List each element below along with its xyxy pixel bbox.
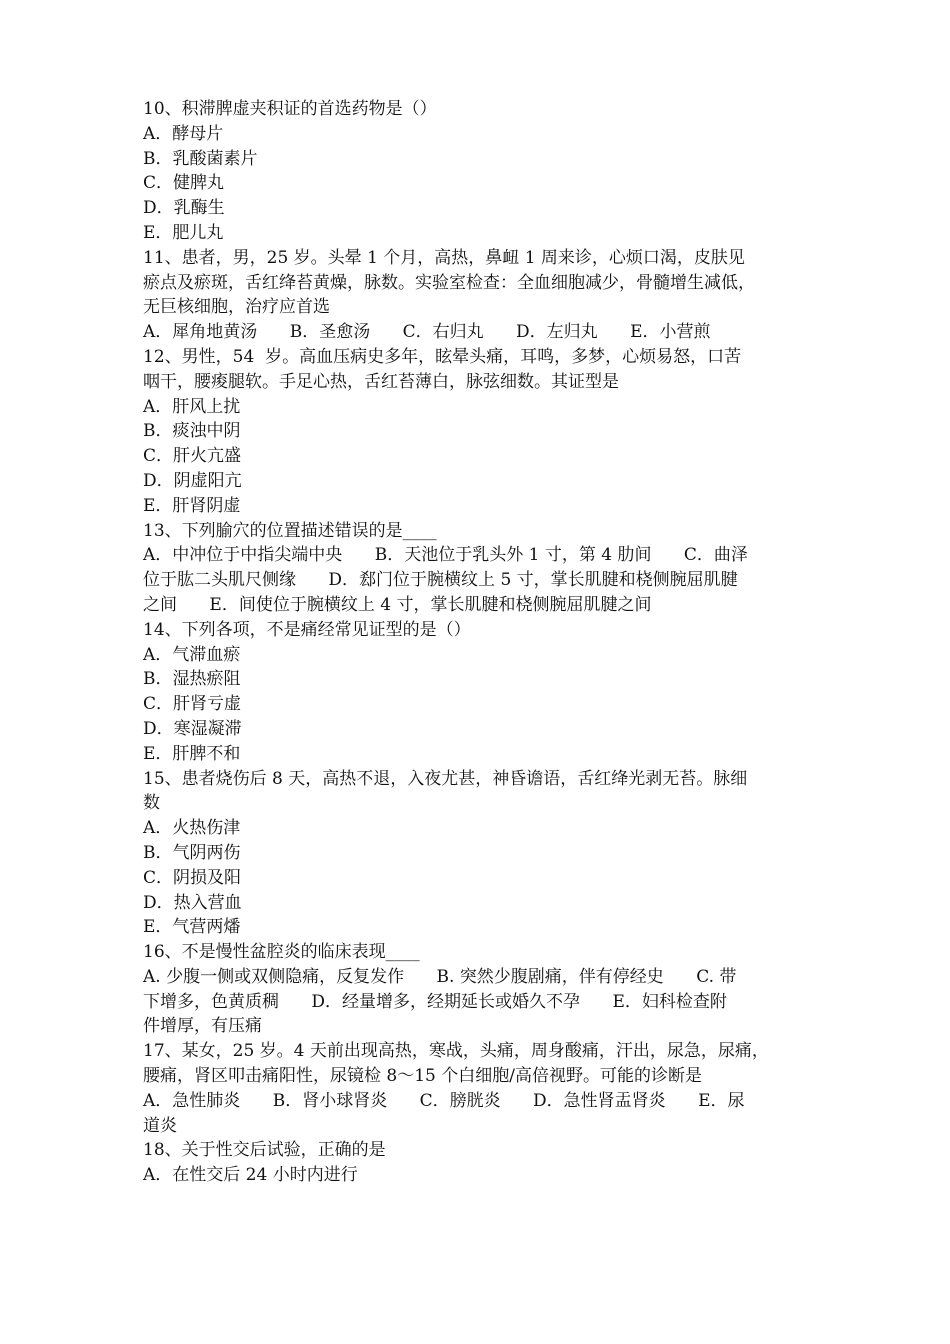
text-line: 之间 E．间使位于腕横纹上 4 寸，掌长肌腱和桡侧腕屈肌腱之间 [143,594,652,615]
text-line: 12、男性，54 岁。高血压病史多年，眩晕头痛，耳鸣，多梦，心烦易怒，口苦 [143,346,742,367]
text-line: 数 [143,793,160,814]
text-line: 位于肱二头肌尺侧缘 D．郄门位于腕横纹上 5 寸，掌长肌腱和桡侧腕屈肌腱 [143,570,738,591]
text-line: A．急性肺炎 B．肾小球肾炎 C．膀胱炎 D．急性肾盂肾炎 E．尿 [143,1090,745,1111]
text-line: D．热入营血 [143,892,242,913]
document-body [143,97,813,1188]
text-line: 14、下列各项，不是痛经常见证型的是（） [143,619,471,640]
text-line: 咽干，腰痠腿软。手足心热，舌红苔薄白，脉弦细数。其证型是 [143,371,619,392]
text-line: A．气滞血瘀 [143,644,241,665]
text-line: C．肝火亢盛 [143,446,242,467]
text-line: 11、患者，男，25 岁。头晕 1 个月，高热，鼻衄 1 周来诊，心烦口渴，皮肤见 [143,247,745,268]
text-line: B．乳酸菌素片 [143,148,258,169]
text-line: A．在性交后 24 小时内进行 [143,1165,358,1186]
text-line: 件增厚，有压痛 [143,1016,262,1037]
text-line: 17、某女，25 岁。4 天前出现高热，寒战，头痛，周身酸痛，汗出，尿急，尿痛， [143,1041,769,1062]
text-line: A．中冲位于中指尖端中央 B．天池位于乳头外 1 寸，第 4 肋间 C．曲泽 [143,545,748,566]
text-line: A．火热伤津 [143,818,241,839]
text-line: D．阴虚阳亢 [143,470,242,491]
text-line: A．肝风上扰 [143,396,241,417]
text-line: B．痰浊中阴 [143,421,241,442]
text-line: E．肝肾阴虚 [143,495,241,516]
text-line: C．健脾丸 [143,173,225,194]
text-line: 15、患者烧伤后 8 天，高热不退，入夜尤甚，神昏谵语，舌红绛光剥无苔。脉细 [143,768,748,789]
text-line: E．气营两燔 [143,917,241,938]
text-line: A．犀角地黄汤 B．圣愈汤 C．右归丸 D．左归丸 E．小营煎 [143,322,711,343]
text-line: 瘀点及瘀斑，舌红绛苔黄燥，脉数。实验室检查：全血细胞减少，骨髓增生减低， [143,272,755,293]
text-line: C．肝肾亏虚 [143,694,242,715]
text-line: 16、不是慢性盆腔炎的临床表现____ [143,942,420,963]
text-line: 18、关于性交后试验，正确的是 [143,1140,386,1161]
text-line: 下增多，色黄质稠 D．经量增多，经期延长或婚久不孕 E．妇科检查附 [143,991,727,1012]
text-line: C．阴损及阳 [143,867,242,888]
text-line: D．乳酶生 [143,198,225,219]
text-line: B．湿热瘀阻 [143,669,241,690]
text-line: E．肥儿丸 [143,222,224,243]
text-line: 无巨核细胞，治疗应首选 [143,297,330,318]
text-line: 腰痛，肾区叩击痛阳性，尿镜检 8～15 个白细胞/高倍视野。可能的诊断是 [143,1066,702,1087]
text-line: 13、下列腧穴的位置描述错误的是____ [143,520,437,541]
text-line: B．气阴两伤 [143,842,241,863]
text-line: D．寒湿凝滞 [143,718,242,739]
text-line: A. 少腹一侧或双侧隐痛，反复发作 B. 突然少腹剧痛，伴有停经史 C. 带 [143,966,737,987]
text-line: 10、积滞脾虚夹积证的首选药物是（） [143,99,437,119]
text-line: E．肝脾不和 [143,743,241,764]
text-line: 道炎 [143,1115,177,1136]
text-line: A．酵母片 [143,123,224,144]
